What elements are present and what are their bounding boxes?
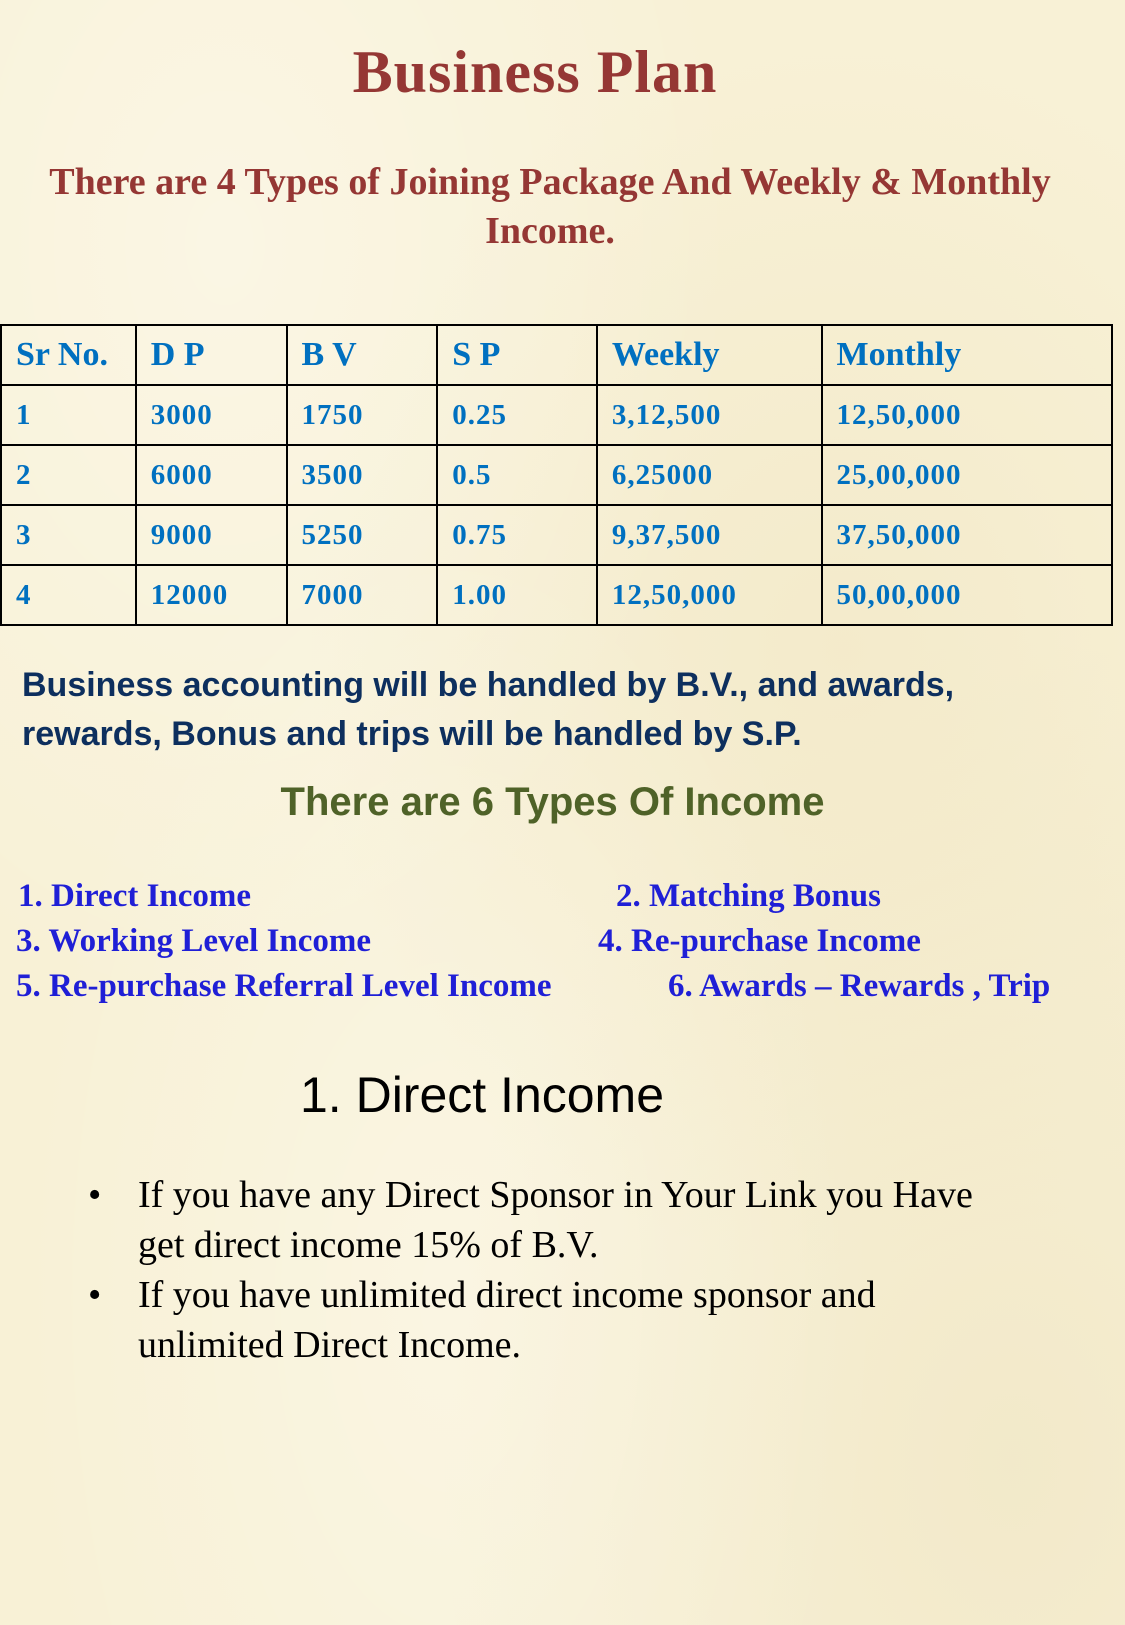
cell-bv: 7000 [287, 565, 438, 625]
bullet-text: If you have unlimited direct income sponsor and unlimited Direct Income. [138, 1274, 876, 1366]
header-sp: S P [437, 325, 597, 385]
direct-income-bullets [88, 1170, 988, 1370]
header-dp: D P [136, 325, 287, 385]
cell-weekly: 12,50,000 [597, 565, 822, 625]
cell-dp: 3000 [136, 385, 287, 445]
cell-sp: 1.00 [437, 565, 597, 625]
income-type-item: 5. Re-purchase Referral Level Income [16, 968, 552, 1004]
table-row [1, 565, 1112, 625]
cell-weekly: 6,25000 [597, 445, 822, 505]
page-title: Business Plan [352, 39, 718, 105]
income-type-item: 6. Awards – Rewards , Trip [668, 968, 1051, 1004]
income-type-item: 4. Re-purchase Income [598, 923, 921, 959]
cell-sp: 0.75 [437, 505, 597, 565]
bullet-icon: • [88, 1174, 102, 1216]
cell-sr-no: 4 [1, 565, 136, 625]
accounting-note: Business accounting will be handled by B.V., and awards, rewards, Bonus and trips will be handled by S.P. [22, 666, 955, 753]
income-type-item: 2. Matching Bonus [616, 878, 881, 914]
list-item [88, 1270, 988, 1370]
table-row [1, 385, 1112, 445]
header-bv: B V [287, 325, 438, 385]
cell-dp: 6000 [136, 445, 287, 505]
table-row [1, 505, 1112, 565]
income-type-item: 3. Working Level Income [16, 923, 372, 959]
cell-sp: 0.5 [437, 445, 597, 505]
cell-dp: 12000 [136, 565, 287, 625]
bullet-text: If you have any Direct Sponsor in Your Link you Have get direct income 15% of B.V. [138, 1174, 973, 1266]
cell-sr-no: 1 [1, 385, 136, 445]
header-weekly: Weekly [597, 325, 822, 385]
cell-sr-no: 2 [1, 445, 136, 505]
cell-dp: 9000 [136, 505, 287, 565]
cell-monthly: 37,50,000 [822, 505, 1112, 565]
page-subtitle: There are 4 Types of Joining Package And Weekly & Monthly Income. [49, 161, 1051, 252]
header-sr-no: Sr No. [1, 325, 136, 385]
cell-sr-no: 3 [1, 505, 136, 565]
list-item [88, 1170, 988, 1270]
cell-weekly: 9,37,500 [597, 505, 822, 565]
cell-weekly: 3,12,500 [597, 385, 822, 445]
cell-bv: 5250 [287, 505, 438, 565]
income-types-heading: There are 6 Types Of Income [280, 780, 825, 824]
cell-bv: 3500 [287, 445, 438, 505]
cell-bv: 1750 [287, 385, 438, 445]
joining-package-table [0, 324, 1113, 626]
cell-monthly: 12,50,000 [822, 385, 1112, 445]
bullet-icon: • [88, 1274, 102, 1316]
table-row [1, 445, 1112, 505]
cell-monthly: 50,00,000 [822, 565, 1112, 625]
cell-monthly: 25,00,000 [822, 445, 1112, 505]
table-header-row [1, 325, 1112, 385]
header-monthly: Monthly [822, 325, 1112, 385]
direct-income-heading: 1. Direct Income [300, 1067, 665, 1123]
income-type-item: 1. Direct Income [18, 878, 252, 914]
cell-sp: 0.25 [437, 385, 597, 445]
